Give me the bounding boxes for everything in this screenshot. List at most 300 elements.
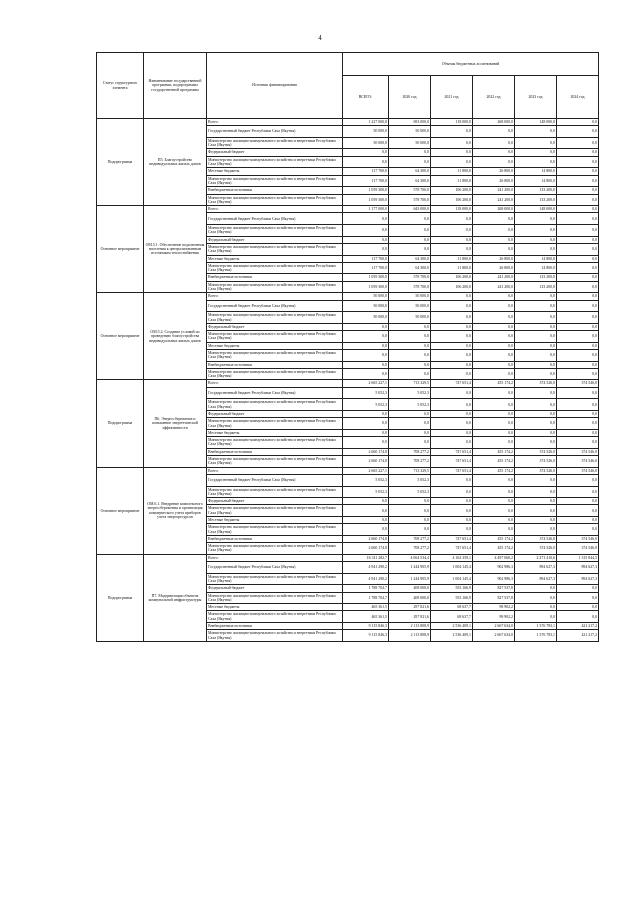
- year-value-cell: 2 113 808,9: [389, 630, 431, 642]
- total-value-cell: 5 052,3: [343, 387, 389, 399]
- funding-source-cell: Всего:: [207, 467, 343, 474]
- year-value-cell: 2 667 634,0: [473, 630, 515, 642]
- funding-source-cell: Министерство жилищно-коммунального хозяйства и энергетики Республики Саха (Якутия): [207, 225, 343, 237]
- year-value-cell: 0,0: [515, 361, 557, 368]
- total-value-cell: 5 052,3: [343, 486, 389, 498]
- year-value-cell: 0,0: [431, 486, 473, 498]
- year-value-cell: 0,0: [557, 262, 599, 274]
- year-value-cell: 0,0: [473, 474, 515, 486]
- year-value-cell: 708 277,2: [389, 448, 431, 455]
- total-value-cell: 1 788 704,7: [343, 585, 389, 592]
- funding-source-cell: Государственный бюджет Республики Саха (Якутия): [207, 213, 343, 225]
- year-value-cell: 0,0: [515, 225, 557, 237]
- total-value-cell: 2 665 227,1: [343, 467, 389, 474]
- year-value-cell: 374 546,0: [557, 467, 599, 474]
- total-value-cell: 50 000,0: [343, 137, 389, 149]
- year-value-cell: 0,0: [557, 323, 599, 330]
- year-value-cell: 0,0: [473, 156, 515, 168]
- year-value-cell: 0,0: [557, 474, 599, 486]
- status-cell: Подпрограмма: [97, 554, 144, 641]
- year-value-cell: 0,0: [431, 331, 473, 343]
- year-value-cell: 0,0: [515, 399, 557, 411]
- year-value-cell: 0,0: [389, 361, 431, 368]
- year-value-cell: 902 986,3: [473, 573, 515, 585]
- year-value-cell: 0,0: [389, 429, 431, 436]
- program-name-cell: П6. Энергосбережение и повышение энергетической эффективности: [144, 380, 207, 467]
- year-value-cell: 0,0: [431, 137, 473, 149]
- year-value-cell: 64 300,0: [389, 255, 431, 262]
- year-value-cell: 0,0: [431, 474, 473, 486]
- year-value-cell: 894 627,3: [557, 562, 599, 574]
- year-value-cell: 0,0: [389, 225, 431, 237]
- funding-source-cell: Министерство жилищно-коммунального хозяйства и энергетики Республики Саха (Якутия): [207, 573, 343, 585]
- total-value-cell: 1 059 300,0: [343, 274, 389, 281]
- year-value-cell: 1 244 905,9: [389, 573, 431, 585]
- year-value-cell: 0,0: [473, 437, 515, 449]
- total-value-cell: 9 115 846,3: [343, 623, 389, 630]
- funding-source-cell: Федеральный бюджет: [207, 236, 343, 243]
- funding-source-cell: Министерство жилищно-коммунального хозяйства и энергетики Республики Саха (Якутия): [207, 281, 343, 293]
- year-value-cell: 11 800,0: [431, 255, 473, 262]
- year-value-cell: 0,0: [515, 498, 557, 505]
- year-value-cell: 0,0: [473, 524, 515, 536]
- year-value-cell: 0,0: [473, 225, 515, 237]
- year-value-cell: 0,0: [473, 213, 515, 225]
- year-value-cell: 106 200,0: [431, 194, 473, 206]
- year-value-cell: 241 200,0: [473, 194, 515, 206]
- year-value-cell: 0,0: [473, 331, 515, 343]
- year-value-cell: 0,0: [431, 399, 473, 411]
- year-value-cell: 0,0: [557, 437, 599, 449]
- total-value-cell: 50 000,0: [343, 312, 389, 324]
- year-value-cell: 0,0: [515, 312, 557, 324]
- year-value-cell: 148 000,0: [515, 119, 557, 126]
- total-value-cell: 0,0: [343, 517, 389, 524]
- status-cell: Основное мероприятие: [97, 293, 144, 380]
- year-value-cell: 747 651,4: [431, 543, 473, 555]
- year-value-cell: 0,0: [389, 368, 431, 380]
- year-value-cell: 374 526,0: [515, 380, 557, 387]
- year-value-cell: 0,0: [431, 213, 473, 225]
- header-volumes: Объемы бюджетных ассигнований: [343, 53, 599, 76]
- year-value-cell: 118 000,0: [431, 119, 473, 126]
- year-value-cell: 693 000,0: [389, 119, 431, 126]
- year-value-cell: 133 200,0: [515, 187, 557, 194]
- total-value-cell: 1 059 300,0: [343, 187, 389, 194]
- total-value-cell: 1 788 704,7: [343, 592, 389, 604]
- total-value-cell: 50 000,0: [343, 126, 389, 138]
- year-value-cell: 133 200,0: [515, 281, 557, 293]
- funding-source-cell: Министерство жилищно-коммунального хозяйства и энергетики Республики Саха (Якутия): [207, 331, 343, 343]
- year-value-cell: 0,0: [515, 418, 557, 430]
- year-value-cell: 0,0: [389, 156, 431, 168]
- total-value-cell: 0,0: [343, 437, 389, 449]
- year-value-cell: 0,0: [557, 243, 599, 255]
- year-value-cell: 455 174,2: [473, 456, 515, 468]
- year-value-cell: 2 536 409,1: [431, 623, 473, 630]
- funding-source-cell: Министерство жилищно-коммунального хозяйства и энергетики Республики Саха (Якутия): [207, 368, 343, 380]
- total-value-cell: 0,0: [343, 418, 389, 430]
- year-value-cell: 106 200,0: [431, 274, 473, 281]
- total-value-cell: 0,0: [343, 156, 389, 168]
- year-value-cell: 241 200,0: [473, 187, 515, 194]
- funding-source-cell: Внебюджетные источники: [207, 274, 343, 281]
- year-value-cell: 747 651,4: [431, 467, 473, 474]
- year-value-cell: 0,0: [389, 410, 431, 417]
- year-value-cell: 1 376 783,1: [515, 630, 557, 642]
- total-value-cell: 117 700,0: [343, 262, 389, 274]
- funding-source-cell: Министерство жилищно-коммунального хозяйства и энергетики Республики Саха (Якутия): [207, 486, 343, 498]
- year-value-cell: 0,0: [557, 592, 599, 604]
- header-name: Наименование государственной программы, подпрограммы государственной программы: [144, 53, 207, 119]
- total-value-cell: 0,0: [343, 342, 389, 349]
- year-value-cell: 374 546,0: [557, 535, 599, 542]
- year-value-cell: 708 277,2: [389, 543, 431, 555]
- year-value-cell: 0,0: [389, 437, 431, 449]
- year-value-cell: 50 000,0: [389, 300, 431, 312]
- year-value-cell: 0,0: [515, 243, 557, 255]
- funding-source-cell: Министерство жилищно-коммунального хозяйства и энергетики Республики Саха (Якутия): [207, 611, 343, 623]
- year-value-cell: 374 526,0: [515, 535, 557, 542]
- year-value-cell: 0,0: [431, 312, 473, 324]
- funding-source-cell: Министерство жилищно-коммунального хозяйства и энергетики Республики Саха (Якутия): [207, 175, 343, 187]
- year-value-cell: 68 637,7: [431, 611, 473, 623]
- year-value-cell: 1 004 145,4: [431, 573, 473, 585]
- funding-source-cell: Министерство жилищно-коммунального хозяйства и энергетики Республики Саха (Якутия): [207, 312, 343, 324]
- year-value-cell: 0,0: [431, 387, 473, 399]
- year-value-cell: 5 052,3: [389, 399, 431, 411]
- year-value-cell: 374 546,0: [557, 380, 599, 387]
- funding-source-cell: Государственный бюджет Республики Саха (Якутия): [207, 126, 343, 138]
- year-value-cell: 0,0: [473, 429, 515, 436]
- year-value-cell: 0,0: [515, 156, 557, 168]
- funding-source-cell: Всего:: [207, 554, 343, 561]
- year-value-cell: 64 300,0: [389, 262, 431, 274]
- year-value-cell: 133 200,0: [515, 194, 557, 206]
- year-value-cell: 0,0: [557, 410, 599, 417]
- year-value-cell: 0,0: [557, 149, 599, 156]
- year-value-cell: 0,0: [389, 331, 431, 343]
- year-value-cell: 0,0: [557, 175, 599, 187]
- total-value-cell: 2 660 174,8: [343, 535, 389, 542]
- year-value-cell: 894 627,3: [515, 562, 557, 574]
- year-value-cell: 0,0: [515, 486, 557, 498]
- status-cell: Основное мероприятие: [97, 467, 144, 554]
- funding-source-cell: Министерство жилищно-коммунального хозяйства и энергетики Республики Саха (Якутия): [207, 543, 343, 555]
- year-value-cell: 2 536 409,1: [431, 630, 473, 642]
- year-value-cell: 50 000,0: [389, 293, 431, 300]
- status-cell: Основное мероприятие: [97, 206, 144, 293]
- funding-source-cell: Министерство жилищно-коммунального хозяйства и энергетики Республики Саха (Якутия): [207, 349, 343, 361]
- year-value-cell: 0,0: [473, 486, 515, 498]
- year-value-cell: 0,0: [389, 323, 431, 330]
- year-value-cell: 2 113 808,9: [389, 623, 431, 630]
- year-value-cell: 0,0: [557, 524, 599, 536]
- year-value-cell: 0,0: [557, 498, 599, 505]
- year-value-cell: 0,0: [473, 300, 515, 312]
- year-value-cell: 0,0: [389, 498, 431, 505]
- year-value-cell: 578 700,0: [389, 274, 431, 281]
- total-value-cell: 0,0: [343, 505, 389, 517]
- year-value-cell: 0,0: [515, 387, 557, 399]
- year-value-cell: 0,0: [431, 498, 473, 505]
- funding-source-cell: Федеральный бюджет: [207, 585, 343, 592]
- total-value-cell: 5 052,3: [343, 474, 389, 486]
- funding-source-cell: Министерство жилищно-коммунального хозяйства и энергетики Республики Саха (Якутия): [207, 137, 343, 149]
- total-value-cell: 0,0: [343, 243, 389, 255]
- funding-source-cell: Местные бюджеты: [207, 168, 343, 175]
- total-value-cell: 2 660 174,8: [343, 543, 389, 555]
- year-value-cell: 0,0: [515, 429, 557, 436]
- status-cell: Подпрограмма: [97, 119, 144, 206]
- year-value-cell: 0,0: [473, 498, 515, 505]
- year-value-cell: 0,0: [473, 323, 515, 330]
- year-value-cell: 578 700,0: [389, 194, 431, 206]
- funding-source-cell: Министерство жилищно-коммунального хозяйства и энергетики Республики Саха (Якутия): [207, 437, 343, 449]
- year-value-cell: 0,0: [473, 368, 515, 380]
- total-value-cell: 5 052,3: [343, 399, 389, 411]
- year-value-cell: 5 052,3: [389, 474, 431, 486]
- year-value-cell: 14 800,0: [515, 175, 557, 187]
- year-value-cell: 0,0: [515, 611, 557, 623]
- funding-source-cell: Внебюджетные источники: [207, 448, 343, 455]
- year-value-cell: 0,0: [515, 524, 557, 536]
- funding-source-cell: Внебюджетные источники: [207, 623, 343, 630]
- year-value-cell: 0,0: [389, 236, 431, 243]
- year-value-cell: 747 651,4: [431, 456, 473, 468]
- year-value-cell: 268 000,0: [473, 206, 515, 213]
- year-value-cell: 0,0: [473, 505, 515, 517]
- year-value-cell: 0,0: [473, 387, 515, 399]
- year-value-cell: 64 300,0: [389, 168, 431, 175]
- year-value-cell: 0,0: [431, 323, 473, 330]
- year-value-cell: 0,0: [431, 524, 473, 536]
- year-value-cell: 455 174,2: [473, 467, 515, 474]
- year-value-cell: 0,0: [557, 342, 599, 349]
- program-name-cell: ОМ.5.2. Создание условий по проведению благоустройства индивидуальных жилых домов: [144, 293, 207, 380]
- year-value-cell: 0,0: [473, 410, 515, 417]
- year-value-cell: 26 800,0: [473, 175, 515, 187]
- year-value-cell: 747 651,4: [431, 380, 473, 387]
- year-value-cell: 0,0: [557, 361, 599, 368]
- year-value-cell: 11 800,0: [431, 262, 473, 274]
- year-value-cell: 374 526,0: [515, 467, 557, 474]
- funding-source-cell: Всего:: [207, 119, 343, 126]
- year-value-cell: 133 200,0: [515, 274, 557, 281]
- year-value-cell: 50 000,0: [389, 137, 431, 149]
- year-value-cell: 0,0: [431, 361, 473, 368]
- table-row: [97, 554, 599, 561]
- year-value-cell: 0,0: [557, 119, 599, 126]
- table-body: [97, 119, 599, 642]
- year-value-cell: 26 800,0: [473, 168, 515, 175]
- year-value-cell: 0,0: [389, 342, 431, 349]
- year-value-cell: 0,0: [515, 149, 557, 156]
- year-value-cell: 374 546,0: [557, 543, 599, 555]
- funding-source-cell: Всего:: [207, 380, 343, 387]
- year-value-cell: 0,0: [473, 517, 515, 524]
- year-value-cell: 0,0: [389, 349, 431, 361]
- total-value-cell: 117 700,0: [343, 168, 389, 175]
- year-value-cell: 0,0: [473, 361, 515, 368]
- program-name-cell: ОМ.5.1. Обеспечение подключения населения к централизованным источникам теплоснабжения: [144, 206, 207, 293]
- funding-source-cell: Министерство жилищно-коммунального хозяйства и энергетики Республики Саха (Якутия): [207, 456, 343, 468]
- year-value-cell: 0,0: [557, 156, 599, 168]
- year-value-cell: 26 800,0: [473, 262, 515, 274]
- year-value-cell: 0,0: [389, 505, 431, 517]
- year-value-cell: 14 800,0: [515, 168, 557, 175]
- funding-source-cell: Внебюджетные источники: [207, 535, 343, 542]
- year-value-cell: 0,0: [557, 187, 599, 194]
- year-value-cell: 408 000,0: [389, 585, 431, 592]
- header-year-2022: 2022 год: [473, 76, 515, 119]
- total-value-cell: 50 000,0: [343, 300, 389, 312]
- header-total: ВСЕГО:: [343, 76, 389, 119]
- year-value-cell: 374 546,0: [557, 456, 599, 468]
- year-value-cell: 26 800,0: [473, 255, 515, 262]
- year-value-cell: 11 800,0: [431, 168, 473, 175]
- year-value-cell: 374 546,0: [557, 448, 599, 455]
- year-value-cell: 98 902,2: [473, 611, 515, 623]
- year-value-cell: 0,0: [473, 342, 515, 349]
- year-value-cell: 11 800,0: [431, 175, 473, 187]
- year-value-cell: 408 000,0: [389, 592, 431, 604]
- year-value-cell: 0,0: [473, 349, 515, 361]
- funding-source-cell: Министерство жилищно-коммунального хозяйства и энергетики Республики Саха (Якутия): [207, 243, 343, 255]
- header-year-2020: 2020 год: [389, 76, 431, 119]
- year-value-cell: 0,0: [557, 213, 599, 225]
- year-value-cell: 0,0: [515, 474, 557, 486]
- year-value-cell: 0,0: [473, 312, 515, 324]
- year-value-cell: 0,0: [557, 274, 599, 281]
- funding-source-cell: Внебюджетные источники: [207, 361, 343, 368]
- budget-table: [96, 52, 599, 642]
- year-value-cell: 4 162 359,1: [431, 554, 473, 561]
- year-value-cell: 0,0: [515, 505, 557, 517]
- year-value-cell: 2 667 634,0: [473, 623, 515, 630]
- year-value-cell: 0,0: [557, 368, 599, 380]
- year-value-cell: 0,0: [557, 418, 599, 430]
- year-value-cell: 0,0: [389, 243, 431, 255]
- year-value-cell: 747 651,4: [431, 535, 473, 542]
- total-value-cell: 1 059 300,0: [343, 194, 389, 206]
- year-value-cell: 827 537,8: [473, 592, 515, 604]
- year-value-cell: 0,0: [473, 236, 515, 243]
- page-number: 4: [318, 34, 322, 42]
- year-value-cell: 643 000,0: [389, 206, 431, 213]
- total-value-cell: 0,0: [343, 149, 389, 156]
- year-value-cell: 0,0: [515, 300, 557, 312]
- year-value-cell: 0,0: [557, 126, 599, 138]
- year-value-cell: 0,0: [515, 592, 557, 604]
- year-value-cell: 0,0: [515, 604, 557, 611]
- year-value-cell: 0,0: [515, 213, 557, 225]
- year-value-cell: 1 004 145,4: [431, 562, 473, 574]
- year-value-cell: 0,0: [473, 243, 515, 255]
- year-value-cell: 0,0: [431, 243, 473, 255]
- year-value-cell: 297 821,6: [389, 611, 431, 623]
- year-value-cell: 0,0: [557, 349, 599, 361]
- year-value-cell: 578 700,0: [389, 281, 431, 293]
- year-value-cell: 0,0: [515, 331, 557, 343]
- funding-source-cell: Министерство жилищно-коммунального хозяйства и энергетики Республики Саха (Якутия): [207, 399, 343, 411]
- total-value-cell: 0,0: [343, 361, 389, 368]
- year-value-cell: 0,0: [557, 517, 599, 524]
- year-value-cell: 0,0: [473, 399, 515, 411]
- year-value-cell: 148 000,0: [515, 206, 557, 213]
- funding-source-cell: Министерство жилищно-коммунального хозяйства и энергетики Республики Саха (Якутия): [207, 524, 343, 536]
- year-value-cell: 0,0: [515, 293, 557, 300]
- program-name-cell: П7. Модернизация объектов коммунальной инфраструктуры: [144, 554, 207, 641]
- total-value-cell: 1 059 300,0: [343, 281, 389, 293]
- year-value-cell: 455 174,2: [473, 535, 515, 542]
- year-value-cell: 0,0: [473, 126, 515, 138]
- year-value-cell: 0,0: [515, 323, 557, 330]
- total-value-cell: 0,0: [343, 349, 389, 361]
- table-row: [97, 467, 599, 474]
- year-value-cell: 0,0: [431, 517, 473, 524]
- year-value-cell: 0,0: [431, 300, 473, 312]
- year-value-cell: 553 166,9: [431, 592, 473, 604]
- funding-source-cell: Местные бюджеты: [207, 429, 343, 436]
- year-value-cell: 50 000,0: [389, 126, 431, 138]
- year-value-cell: 374 526,0: [515, 456, 557, 468]
- year-value-cell: 0,0: [389, 517, 431, 524]
- total-value-cell: 0,0: [343, 323, 389, 330]
- year-value-cell: 421 217,2: [557, 623, 599, 630]
- total-value-cell: 9 115 846,3: [343, 630, 389, 642]
- header-year-2024: 2024 год: [557, 76, 599, 119]
- year-value-cell: 241 200,0: [473, 281, 515, 293]
- total-value-cell: 0,0: [343, 225, 389, 237]
- total-value-cell: 0,0: [343, 331, 389, 343]
- funding-source-cell: Федеральный бюджет: [207, 323, 343, 330]
- year-value-cell: 268 000,0: [473, 119, 515, 126]
- year-value-cell: 0,0: [557, 255, 599, 262]
- year-value-cell: 0,0: [431, 505, 473, 517]
- year-value-cell: 0,0: [515, 437, 557, 449]
- year-value-cell: 0,0: [515, 368, 557, 380]
- year-value-cell: 894 627,3: [515, 573, 557, 585]
- year-value-cell: 894 627,3: [557, 573, 599, 585]
- year-value-cell: 0,0: [557, 429, 599, 436]
- year-value-cell: 4 064 534,4: [389, 554, 431, 561]
- year-value-cell: 747 651,4: [431, 448, 473, 455]
- funding-source-cell: Государственный бюджет Республики Саха (Якутия): [207, 387, 343, 399]
- year-value-cell: 902 986,3: [473, 562, 515, 574]
- funding-source-cell: Местные бюджеты: [207, 604, 343, 611]
- year-value-cell: 50 000,0: [389, 312, 431, 324]
- total-value-cell: 1 177 000,0: [343, 206, 389, 213]
- table-row: [97, 293, 599, 300]
- year-value-cell: 0,0: [557, 137, 599, 149]
- total-value-cell: 0,0: [343, 429, 389, 436]
- funding-source-cell: Местные бюджеты: [207, 517, 343, 524]
- funding-source-cell: Министерство жилищно-коммунального хозяйства и энергетики Республики Саха (Якутия): [207, 418, 343, 430]
- year-value-cell: 0,0: [557, 225, 599, 237]
- header-year-2023: 2023 год: [515, 76, 557, 119]
- total-value-cell: 117 700,0: [343, 175, 389, 187]
- year-value-cell: 0,0: [557, 604, 599, 611]
- year-value-cell: 0,0: [431, 349, 473, 361]
- year-value-cell: 0,0: [389, 418, 431, 430]
- year-value-cell: 0,0: [515, 236, 557, 243]
- total-value-cell: 465 361,5: [343, 604, 389, 611]
- year-value-cell: 241 200,0: [473, 274, 515, 281]
- funding-source-cell: Министерство жилищно-коммунального хозяйства и энергетики Республики Саха (Якутия): [207, 262, 343, 274]
- total-value-cell: 2 665 227,1: [343, 380, 389, 387]
- year-value-cell: 0,0: [557, 281, 599, 293]
